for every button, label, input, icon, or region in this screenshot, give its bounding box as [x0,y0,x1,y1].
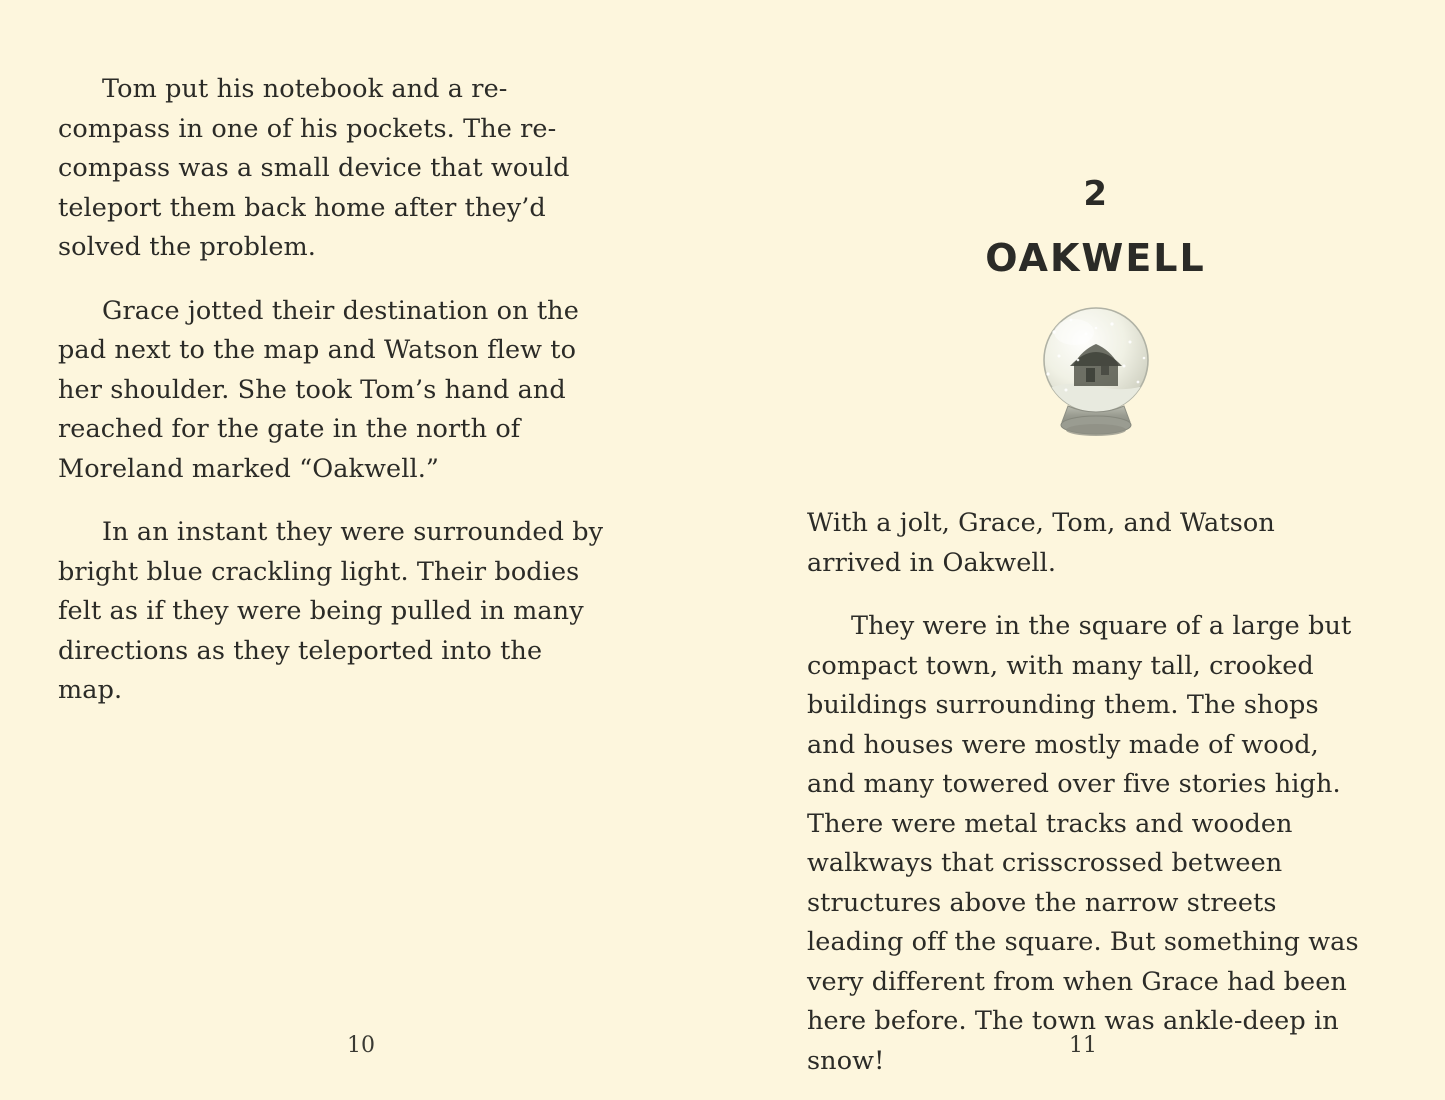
paragraph: In an instant they were surrounded by bright blue crackling light. Their bodies felt as if they were being pulled in many directions as they teleported into the map. [58,517,604,705]
chapter-ornament [807,298,1384,458]
paragraph: With a jolt, Grace, Tom, and Watson arrived in Oakwell. [807,508,1275,578]
paragraph: Tom put his notebook and a re-compass in one of his pockets. The re-compass was a small device that would teleport them back home after they’d solved the problem. [58,74,570,262]
right-page [722,0,1444,1100]
chapter-number: 2 [1083,174,1108,214]
page-number: 10 [347,1033,375,1058]
snow-globe-icon [1026,298,1166,458]
left-page [0,0,722,1100]
left-page-body [58,70,627,711]
right-page-body [807,504,1384,1081]
paragraph: They were in the square of a large but compact town, with many tall, crooked buildings surrounding them. The shops and houses were mostly made of wood, and many towered over five stories high. There were metal tracks and wooden walkways that crisscrossed between structures above the narrow streets leading off the square. But something was very different from when Grace had been here before. The town was ankle-deep in snow! [807,611,1359,1076]
paragraph: Grace jotted their destination on the pad next to the map and Watson flew to her shoulder. She took Tom’s hand and reached for the gate in the north of Moreland marked “Oakwell.” [58,295,579,484]
chapter-title: OAKWELL [985,236,1206,280]
page-number: 11 [1069,1033,1097,1058]
